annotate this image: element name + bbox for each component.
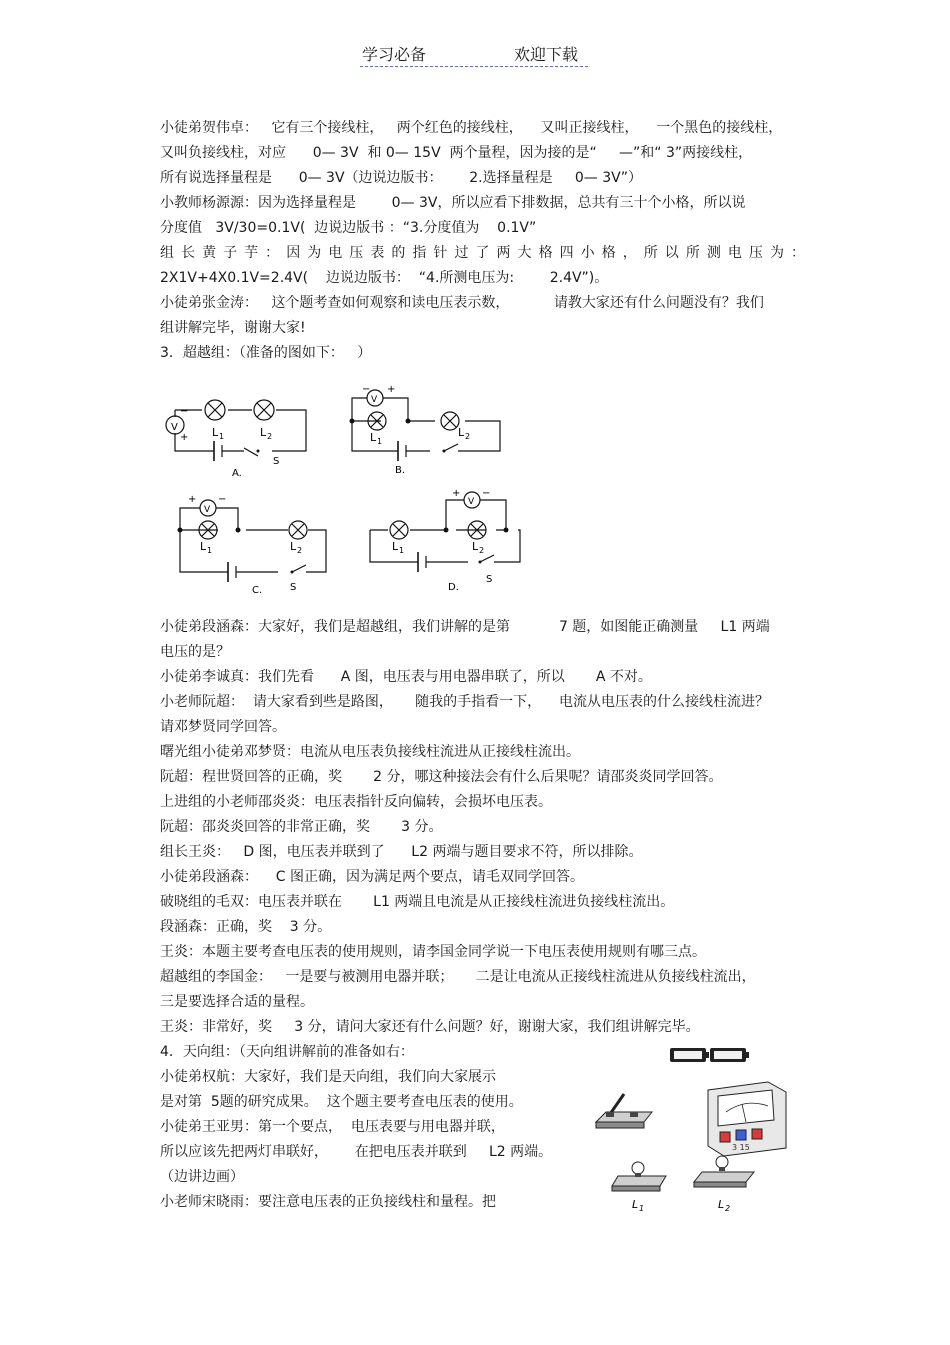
text-line: 又叫负接线柱，对应 0— 3V 和 0— 15V 两个量程，因为接的是“ —”和“ 3”两接线柱， <box>160 145 753 161</box>
text-line: 2X1V+4X0.1V=2.4V( 边说边版书： “4.所测电压为: 2.4V”)。 <box>160 270 609 286</box>
dialogue-block-1 <box>160 116 805 366</box>
text-line: 破晓组的毛双：电压表并联在 L1 两端且电流是从正接线柱流进负接线柱流出。 <box>160 894 675 910</box>
text-line: 请邓梦贤同学回答。 <box>160 719 286 735</box>
svg-text:−: − <box>218 494 227 505</box>
text-line: 小徒弟李诚真：我们先看 A 图，电压表与用电器串联了，所以 A 不对。 <box>160 669 652 685</box>
text-line: 4．天向组：（天向组讲解前的准备如右： <box>160 1044 414 1060</box>
svg-text:1: 1 <box>639 1204 645 1213</box>
text-line: 小徒弟段涵森： C 图正确，因为满足两个要点，请毛双同学回答。 <box>160 869 585 885</box>
text-line: 小徒弟权航：大家好，我们是天向组，我们向大家展示 <box>160 1069 496 1085</box>
svg-text:+: + <box>387 384 396 395</box>
text-line: 3．超越组：（准备的图如下： ） <box>160 345 372 361</box>
svg-text:3 15: 3 15 <box>732 1143 750 1152</box>
lamp-l2-icon <box>694 1156 754 1213</box>
text-line: 组长王炎： D 图，电压表并联到了 L2 两端与题目要求不符，所以排除。 <box>160 844 643 860</box>
circuit-d <box>370 488 520 593</box>
plus-sign: + <box>180 432 189 443</box>
svg-text:−: − <box>362 384 371 395</box>
text-line-justified: 组 长 黄 子 芋 ： 因 为 电 压 表 的 指 针 过 了 两 大 格 四 小 格 ， 所 以 所 测 电 压 为 ： <box>160 245 805 261</box>
svg-text:1: 1 <box>377 437 383 446</box>
svg-text:V: V <box>468 497 475 507</box>
text-line: 上进组的小老师邵炎炎：电压表指针反向偏转，会损坏电压表。 <box>160 794 552 810</box>
text-line: 王炎：非常好，奖 3 分，请问大家还有什么问题？好，谢谢大家，我们组讲解完毕。 <box>160 1019 700 1035</box>
svg-text:+: + <box>452 488 461 499</box>
lamp-l2-label: L <box>260 426 267 439</box>
svg-text:2: 2 <box>725 1204 731 1213</box>
svg-text:L: L <box>458 426 465 439</box>
text-line: 分度值 3V/30=0.1V( 边说边版书 ：“3.分度值为 0.1V” <box>160 220 537 236</box>
text-line: 王炎：本题主要考查电压表的使用规则，请李国金同学说一下电压表使用规则有哪三点。 <box>160 944 706 960</box>
svg-text:L: L <box>472 540 479 553</box>
text-line: 组讲解完毕，谢谢大家! <box>160 320 306 336</box>
equipment-figure <box>590 1042 800 1217</box>
figure-c-label: C. <box>252 585 263 596</box>
text-line: 小老师阮超： 请大家看到些是路图， 随我的手指看一下， 电流从电压表的什么接线柱流进？ <box>160 694 769 710</box>
text-line: 三是要选择合适的量程。 <box>160 994 314 1010</box>
svg-text:L: L <box>632 1198 639 1211</box>
lamp-l1-label: L <box>212 426 219 439</box>
dialogue-block-2 <box>160 615 805 1040</box>
circuit-a <box>166 400 306 479</box>
page-header <box>360 40 588 67</box>
header-right: 欢迎下载 <box>514 45 579 64</box>
text-line: 超越组的李国金： 一是要与被测用电器并联； 二是让电流从正接线柱流进从负接线柱流出， <box>160 969 756 985</box>
text-line: 阮超：程世贤回答的正确，奖 2 分，哪这种接法会有什么后果呢？请邵炎炎同学回答。 <box>160 769 723 785</box>
svg-text:L: L <box>200 540 207 553</box>
svg-text:1: 1 <box>399 546 405 555</box>
svg-text:2: 2 <box>297 546 303 555</box>
text-line: 小老师宋晓雨：要注意电压表的正负接线柱和量程。把 <box>160 1194 496 1210</box>
svg-text:L: L <box>370 431 377 444</box>
text-line: 小教师杨源源：因为选择量程是 0— 3V，所以应看下排数据，总共有三十个小格，所以说 <box>160 195 746 211</box>
text-line: 小徒弟贺伟卓： 它有三个接线柱， 两个红色的接线柱， 又叫正接线柱， 一个黑色的接线柱， <box>160 120 783 136</box>
circuit-b <box>350 384 501 476</box>
text-line: 所有说选择量程是 0— 3V（边说边版书： 2.选择量程是 0— 3V”） <box>160 170 642 186</box>
text-line: 是对第 5题的研究成果。 这个题主要考查电压表的使用。 <box>160 1094 523 1110</box>
text-line: 所以应该先把两灯串联好， 在把电压表并联到 L2 两端。 <box>160 1144 553 1160</box>
text-line: 小徒弟王亚男：第一个要点， 电压表要与用电器并联， <box>160 1119 505 1135</box>
text-line: 电压的是？ <box>160 644 230 660</box>
svg-text:V: V <box>204 505 211 515</box>
text-line: 小徒弟张金涛： 这个题考查如何观察和读电压表示数， 请教大家还有什么问题没有？我们 <box>160 295 764 311</box>
text-line: 小徒弟段涵森：大家好，我们是超越组，我们讲解的是第 7 题，如图能正确测量 L1 两端 <box>160 619 770 635</box>
svg-text:L: L <box>290 540 297 553</box>
voltmeter-label: V <box>171 422 178 433</box>
figure-b-label: B. <box>395 465 406 476</box>
svg-text:1: 1 <box>207 546 213 555</box>
svg-text:−: − <box>482 488 491 499</box>
svg-text:L: L <box>718 1198 725 1211</box>
svg-text:1: 1 <box>219 432 225 441</box>
figure-a-label: A. <box>232 468 242 479</box>
svg-text:2: 2 <box>479 546 485 555</box>
svg-text:2: 2 <box>465 432 471 441</box>
svg-text:V: V <box>371 395 378 405</box>
voltmeter-icon <box>708 1082 786 1156</box>
text-line: 段涵森：正确，奖 3 分。 <box>160 919 332 935</box>
lamp-l1-icon <box>612 1162 666 1213</box>
switch-icon <box>596 1094 652 1128</box>
switch-label: S <box>273 456 280 467</box>
battery-pack-icon <box>670 1048 749 1062</box>
text-line: 曙光组小徒弟邓梦贤：电流从电压表负接线柱流进从正接线柱流出。 <box>160 744 580 760</box>
text-line: （边讲边画） <box>160 1169 244 1185</box>
figure-d-label: D. <box>448 582 459 593</box>
header-left: 学习必备 <box>362 45 427 64</box>
svg-text:2: 2 <box>267 432 273 441</box>
svg-text:S: S <box>290 582 297 593</box>
dialogue-block-3 <box>160 1040 580 1215</box>
minus-sign: − <box>180 406 189 417</box>
svg-text:L: L <box>392 540 399 553</box>
circuit-diagrams <box>160 378 540 603</box>
svg-text:+: + <box>188 494 197 505</box>
svg-text:S: S <box>486 574 493 585</box>
circuit-c <box>178 494 327 596</box>
text-line: 阮超：邵炎炎回答的非常正确，奖 3 分。 <box>160 819 443 835</box>
